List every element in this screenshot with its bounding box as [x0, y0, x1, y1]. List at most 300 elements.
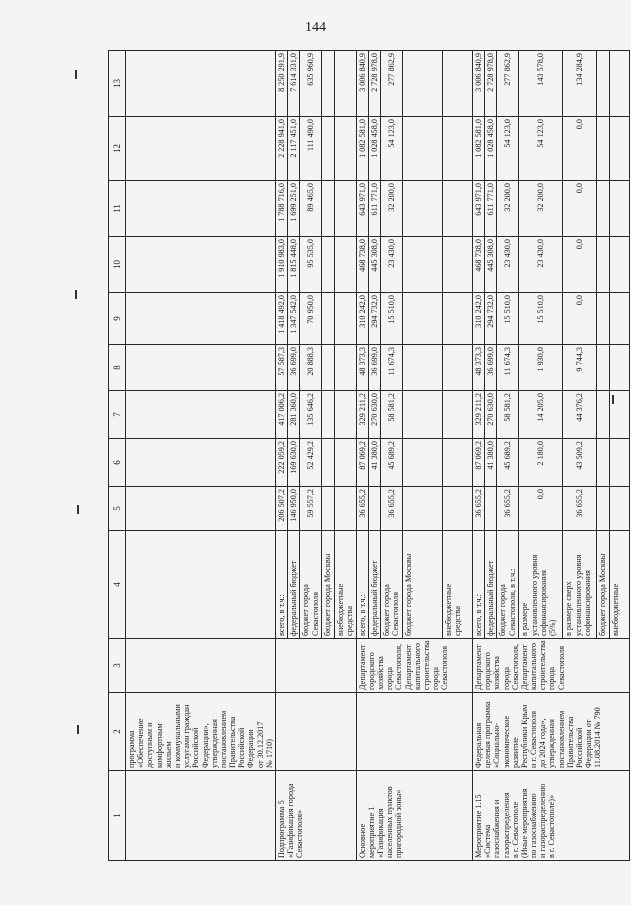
cell-line: Правительства — [228, 716, 238, 768]
value-cell — [322, 237, 334, 293]
source-cell — [402, 531, 442, 639]
source-cell — [322, 531, 334, 639]
value-cell: 11 674,3 — [380, 345, 402, 391]
source-cell — [380, 531, 402, 639]
value-cell — [609, 487, 629, 531]
value-cell: 32 200,0 — [519, 181, 563, 237]
value-cell: 87 069,2 — [356, 439, 368, 487]
empty-cell — [126, 237, 276, 293]
source-cell — [442, 531, 472, 639]
cell-line: Российской — [237, 727, 247, 768]
value-cell: 1 082 581,0 — [356, 117, 368, 181]
value-cell: 1 910 983,0 — [276, 237, 288, 293]
source-cell — [368, 531, 380, 639]
value-cell: 54 123,0 — [519, 117, 563, 181]
value-cell: 0,0 — [563, 293, 597, 345]
value-cell: 1 082 581,0 — [472, 117, 484, 181]
cell-line: до 2024 года», — [538, 718, 548, 768]
value-cell: 52 429,2 — [300, 439, 322, 487]
value-cell: 41 380,0 — [485, 439, 497, 487]
value-cell: 36 699,0 — [288, 345, 300, 391]
value-cell: 36 655,2 — [563, 487, 597, 531]
value-cell — [597, 487, 609, 531]
value-cell: 1 418 492,0 — [276, 293, 288, 345]
cell-line: средства — [453, 605, 463, 636]
cell-line: 11.08.2014 № 790 — [593, 707, 603, 768]
value-cell — [402, 237, 442, 293]
cell-line: Севастополя — [556, 645, 566, 690]
value-cell: 15 510,0 — [497, 293, 519, 345]
cell-line: Севастополя — [310, 591, 320, 636]
value-cell: 23 430,0 — [380, 237, 402, 293]
scan-speck — [75, 290, 77, 299]
value-cell: 44 376,2 — [563, 391, 597, 439]
value-cell — [402, 439, 442, 487]
source-cell — [563, 531, 597, 639]
cell-line: федеральный бюджет — [369, 560, 379, 636]
value-cell: 1 347 542,0 — [288, 293, 300, 345]
cell-line: программа — [127, 730, 136, 768]
cell-line: бюджет города — [381, 584, 391, 636]
value-cell — [609, 117, 629, 181]
value-cell: 36 699,0 — [485, 345, 497, 391]
value-cell: 281 360,0 — [288, 391, 300, 439]
sub5-executor-cell — [276, 639, 357, 693]
value-cell: 0,0 — [563, 117, 597, 181]
column-header: 9 — [109, 293, 126, 345]
value-cell — [322, 293, 334, 345]
funding-table — [108, 50, 630, 861]
cell-line: Департамент — [357, 644, 367, 690]
rotated-table-viewport — [108, 51, 620, 861]
value-cell: 1 815 448,0 — [288, 237, 300, 293]
table-body — [109, 51, 630, 861]
cell-line: экономическое — [501, 715, 511, 768]
name-cell — [126, 771, 276, 861]
value-cell — [322, 391, 334, 439]
empty-cell — [126, 51, 276, 117]
cell-line: хозяйства — [375, 656, 385, 690]
scan-speck — [77, 725, 79, 734]
value-cell: 611 771,0 — [368, 181, 380, 237]
value-cell: 36 655,2 — [356, 487, 368, 531]
value-cell: 95 535,0 — [300, 237, 322, 293]
value-cell — [334, 293, 356, 345]
source-cell — [334, 531, 356, 639]
cell-line: Департамент — [473, 644, 483, 690]
value-cell: 2 117 451,0 — [288, 117, 300, 181]
cell-line: пригородной зоны» — [394, 789, 404, 858]
cell-line: по газоснабжению — [529, 793, 539, 858]
cell-line: (Иные мероприятия — [519, 788, 529, 858]
event-name-cell — [472, 771, 629, 861]
value-cell — [442, 293, 472, 345]
cell-line: утвержденная — [209, 719, 219, 768]
value-cell: 32 200,0 — [497, 181, 519, 237]
cell-line: федеральный бюджет — [486, 560, 496, 636]
cell-line: города — [431, 667, 441, 690]
program-cell — [126, 693, 276, 771]
cell-line: (5%) — [547, 619, 557, 636]
value-cell — [322, 51, 334, 117]
cell-line: в г. Севастополе — [510, 801, 520, 858]
value-cell: 36 655,2 — [497, 487, 519, 531]
cell-line: городского — [366, 652, 376, 690]
cell-line: населенных пунктов — [385, 786, 395, 858]
value-cell: 111 490,0 — [300, 117, 322, 181]
cell-line: от 30.12.2017 — [255, 721, 265, 768]
source-cell — [300, 531, 322, 639]
column-header: 12 — [109, 117, 126, 181]
value-cell: 2 180,0 — [519, 439, 563, 487]
sub5-program-cell — [276, 693, 357, 771]
cell-line: газораспределения — [501, 792, 511, 858]
value-cell: 15 510,0 — [380, 293, 402, 345]
cell-line: в размере сверх — [564, 581, 574, 636]
value-cell: 310 242,0 — [356, 293, 368, 345]
column-header: 6 — [109, 439, 126, 487]
value-cell: 643 971,0 — [472, 181, 484, 237]
cell-line: «Социально- — [492, 722, 502, 768]
value-cell — [402, 487, 442, 531]
cell-line: города — [385, 667, 395, 690]
cell-line: внебюджетные — [335, 583, 345, 636]
value-cell — [609, 293, 629, 345]
cell-line: Департамент — [519, 644, 529, 690]
cell-line: Севастополя — [391, 591, 401, 636]
value-cell: 270 630,0 — [368, 391, 380, 439]
cell-line: Мероприятие 1.15 — [473, 794, 483, 858]
column-header: 5 — [109, 487, 126, 531]
cell-line: Федерации — [246, 729, 256, 768]
value-cell: 14 205,0 — [519, 391, 563, 439]
empty-cell — [126, 391, 276, 439]
cell-line: софинансирования — [538, 570, 548, 636]
cell-line: Республики Крым — [519, 704, 529, 768]
cell-line: постановлением — [218, 710, 228, 768]
value-cell: 277 862,9 — [380, 51, 402, 117]
value-cell: 329 211,2 — [356, 391, 368, 439]
cell-line: комфортным — [154, 723, 164, 768]
cell-line: целевая программа — [483, 701, 493, 768]
value-cell: 45 689,2 — [497, 439, 519, 487]
cell-line: доступным и — [145, 722, 155, 768]
value-cell — [442, 345, 472, 391]
value-cell: 58 581,2 — [380, 391, 402, 439]
value-cell: 0,0 — [519, 487, 563, 531]
cell-line: города — [501, 667, 511, 690]
value-cell — [322, 181, 334, 237]
column-header: 13 — [109, 51, 126, 117]
value-cell — [402, 181, 442, 237]
cell-line: Основное — [357, 823, 367, 858]
cell-line: всего, в т.ч.: — [277, 594, 286, 636]
column-header: 10 — [109, 237, 126, 293]
value-cell: 0,0 — [563, 237, 597, 293]
value-cell: 36 699,0 — [368, 345, 380, 391]
cell-line: Федеральная — [473, 722, 483, 768]
value-cell — [322, 345, 334, 391]
value-cell — [322, 487, 334, 531]
value-cell: 134 284,9 — [563, 51, 597, 117]
value-cell — [609, 181, 629, 237]
cell-line: № 1710) — [264, 739, 274, 768]
cell-line: установленного уровня — [573, 554, 583, 636]
cell-line: Севастополя, — [510, 643, 520, 690]
value-cell — [322, 439, 334, 487]
event-executor-cell — [472, 639, 629, 693]
cell-line: капитального — [412, 642, 422, 690]
value-cell: 36 655,2 — [472, 487, 484, 531]
value-cell — [442, 391, 472, 439]
value-cell: 32 200,0 — [380, 181, 402, 237]
value-cell — [402, 293, 442, 345]
value-cell: 59 557,2 — [300, 487, 322, 531]
value-cell — [402, 391, 442, 439]
value-cell: 1 930,0 — [519, 345, 563, 391]
basic-name-cell — [356, 771, 472, 861]
source-cell — [497, 531, 519, 639]
cell-line: внебюджетные — [610, 583, 620, 636]
value-cell: 15 510,0 — [519, 293, 563, 345]
value-cell: 294 732,0 — [368, 293, 380, 345]
value-cell: 270 630,0 — [485, 391, 497, 439]
cell-line: Севастополя — [440, 645, 450, 690]
cell-line: и газораспределению — [538, 783, 548, 858]
value-cell: 2 228 941,0 — [276, 117, 288, 181]
cell-line: бюджет города — [498, 584, 508, 636]
value-cell — [442, 181, 472, 237]
cell-line: Федерации от — [584, 719, 594, 768]
source-cell — [472, 531, 484, 639]
value-cell — [597, 391, 609, 439]
source-cell — [356, 531, 368, 639]
value-cell: 206 507,2 — [276, 487, 288, 531]
value-cell: 70 950,0 — [300, 293, 322, 345]
value-cell: 9 744,3 — [563, 345, 597, 391]
value-cell — [322, 117, 334, 181]
rotated-sheet — [108, 51, 620, 861]
cell-line: «Газификация — [375, 808, 385, 858]
table-row — [109, 51, 126, 861]
table-row — [126, 51, 276, 861]
scan-speck — [75, 70, 77, 79]
cell-line: всего, в т.ч.: — [357, 594, 367, 636]
source-cell — [276, 531, 288, 639]
cell-line: внебюджетные — [443, 583, 453, 636]
cell-line: бюджет города Москвы — [598, 553, 608, 636]
value-cell: 54 123,0 — [380, 117, 402, 181]
value-cell — [609, 439, 629, 487]
value-cell: 277 862,9 — [497, 51, 519, 117]
value-cell — [597, 345, 609, 391]
cell-line: бюджет города Москвы — [403, 553, 413, 636]
value-cell: 20 888,3 — [300, 345, 322, 391]
value-cell: 1 028 458,0 — [485, 117, 497, 181]
cell-line: средства — [344, 605, 354, 636]
cell-line: Федерации», — [200, 723, 210, 768]
cell-line: развитие — [510, 737, 520, 768]
empty-cell — [126, 639, 276, 693]
column-header: 3 — [109, 639, 126, 693]
value-cell — [442, 439, 472, 487]
cell-line: Российской — [191, 727, 201, 768]
cell-line: бюджет города — [301, 584, 311, 636]
value-cell — [402, 51, 442, 117]
value-cell: 43 509,2 — [563, 439, 597, 487]
source-cell — [609, 531, 629, 639]
cell-line: утвержденная — [547, 719, 557, 768]
value-cell — [402, 345, 442, 391]
value-cell: 1 788 716,0 — [276, 181, 288, 237]
value-cell — [442, 51, 472, 117]
value-cell: 3 006 840,9 — [472, 51, 484, 117]
cell-line: в размере — [520, 602, 530, 636]
cell-line: бюджет города Москвы — [323, 553, 333, 636]
cell-line: города — [547, 667, 557, 690]
column-header: 8 — [109, 345, 126, 391]
value-cell — [609, 391, 629, 439]
value-cell — [334, 439, 356, 487]
value-cell: 2 728 978,0 — [368, 51, 380, 117]
value-cell: 58 581,2 — [497, 391, 519, 439]
value-cell: 54 123,0 — [497, 117, 519, 181]
empty-cell — [126, 181, 276, 237]
sub5-name-cell — [276, 771, 357, 861]
source-cell — [288, 531, 300, 639]
empty-cell — [126, 117, 276, 181]
value-cell — [609, 237, 629, 293]
value-cell: 41 380,0 — [368, 439, 380, 487]
column-header: 4 — [109, 531, 126, 639]
value-cell — [597, 439, 609, 487]
value-cell: 48 373,3 — [472, 345, 484, 391]
value-cell: 169 630,0 — [288, 439, 300, 487]
value-cell — [402, 117, 442, 181]
empty-cell — [126, 293, 276, 345]
value-cell — [485, 487, 497, 531]
column-header: 11 — [109, 181, 126, 237]
value-cell: 146 950,0 — [288, 487, 300, 531]
table-row — [472, 51, 484, 861]
value-cell — [334, 487, 356, 531]
value-cell — [334, 181, 356, 237]
value-cell — [368, 487, 380, 531]
value-cell — [334, 345, 356, 391]
value-cell: 87 069,2 — [472, 439, 484, 487]
column-header: 1 — [109, 771, 126, 861]
value-cell: 3 006 840,9 — [356, 51, 368, 117]
cell-line: постановлением — [556, 710, 566, 768]
value-cell — [597, 293, 609, 345]
value-cell: 7 614 331,0 — [288, 51, 300, 117]
cell-line: «Обеспечение — [136, 718, 146, 768]
value-cell — [609, 345, 629, 391]
value-cell: 329 211,2 — [472, 391, 484, 439]
cell-line: Департамент — [403, 644, 413, 690]
value-cell: 23 430,0 — [497, 237, 519, 293]
cell-line: хозяйства — [492, 656, 502, 690]
cell-line: и коммунальными — [172, 704, 182, 768]
cell-line: софинансирования — [582, 570, 592, 636]
value-cell: 1 699 251,0 — [288, 181, 300, 237]
cell-line: всего, в т.ч.: — [473, 594, 483, 636]
cell-line: Севастополя, — [394, 643, 404, 690]
value-cell: 222 059,2 — [276, 439, 288, 487]
column-header: 2 — [109, 693, 126, 771]
value-cell: 135 646,2 — [300, 391, 322, 439]
cell-line: «Газификация города — [286, 783, 296, 858]
cell-line: Севастополя» — [295, 809, 305, 858]
value-cell: 143 578,0 — [519, 51, 563, 117]
empty-cell — [126, 439, 276, 487]
basic-executor-cell — [356, 639, 472, 693]
value-cell: 1 028 458,0 — [368, 117, 380, 181]
cell-line: жильем — [163, 741, 173, 768]
cell-line: газоснабжения и — [492, 799, 502, 858]
cell-line: городского — [483, 652, 493, 690]
basic-program-cell — [356, 693, 472, 771]
source-cell — [519, 531, 563, 639]
value-cell: 57 587,3 — [276, 345, 288, 391]
value-cell — [597, 181, 609, 237]
value-cell: 8 250 291,9 — [276, 51, 288, 117]
cell-line: мероприятие 1 — [366, 806, 376, 858]
event-program-cell — [472, 693, 629, 771]
value-cell: 89 465,0 — [300, 181, 322, 237]
value-cell: 45 689,2 — [380, 439, 402, 487]
value-cell: 445 308,0 — [485, 237, 497, 293]
cell-line: строительства — [538, 640, 548, 690]
value-cell — [334, 51, 356, 117]
cell-line: в г. Севастополе)» — [547, 794, 557, 858]
cell-line: капитального — [529, 642, 539, 690]
cell-line: Севастополя, в т.ч.: — [507, 568, 517, 636]
value-cell: 417 006,2 — [276, 391, 288, 439]
empty-cell — [126, 531, 276, 639]
cell-line: установленного уровня — [529, 554, 539, 636]
cell-line: Правительства — [565, 716, 575, 768]
value-cell: 445 308,0 — [368, 237, 380, 293]
value-cell — [334, 391, 356, 439]
cell-line: федеральный бюджет — [289, 560, 299, 636]
value-cell: 36 655,2 — [380, 487, 402, 531]
value-cell: 635 960,9 — [300, 51, 322, 117]
empty-cell — [126, 487, 276, 531]
table-row — [356, 51, 368, 861]
cell-line: и г. Севастополя — [529, 711, 539, 768]
value-cell: 11 674,3 — [497, 345, 519, 391]
cell-line: Российской — [575, 727, 584, 768]
value-cell — [334, 117, 356, 181]
value-cell: 23 430,0 — [519, 237, 563, 293]
value-cell: 294 732,0 — [485, 293, 497, 345]
column-header: 7 — [109, 391, 126, 439]
value-cell: 468 738,0 — [356, 237, 368, 293]
value-cell: 2 728 978,0 — [485, 51, 497, 117]
source-cell — [485, 531, 497, 639]
value-cell — [597, 51, 609, 117]
value-cell — [597, 117, 609, 181]
value-cell — [597, 237, 609, 293]
value-cell: 643 971,0 — [356, 181, 368, 237]
value-cell: 48 373,3 — [356, 345, 368, 391]
scan-speck — [77, 505, 79, 514]
value-cell — [442, 487, 472, 531]
value-cell — [334, 237, 356, 293]
value-cell — [442, 117, 472, 181]
value-cell: 468 738,0 — [472, 237, 484, 293]
